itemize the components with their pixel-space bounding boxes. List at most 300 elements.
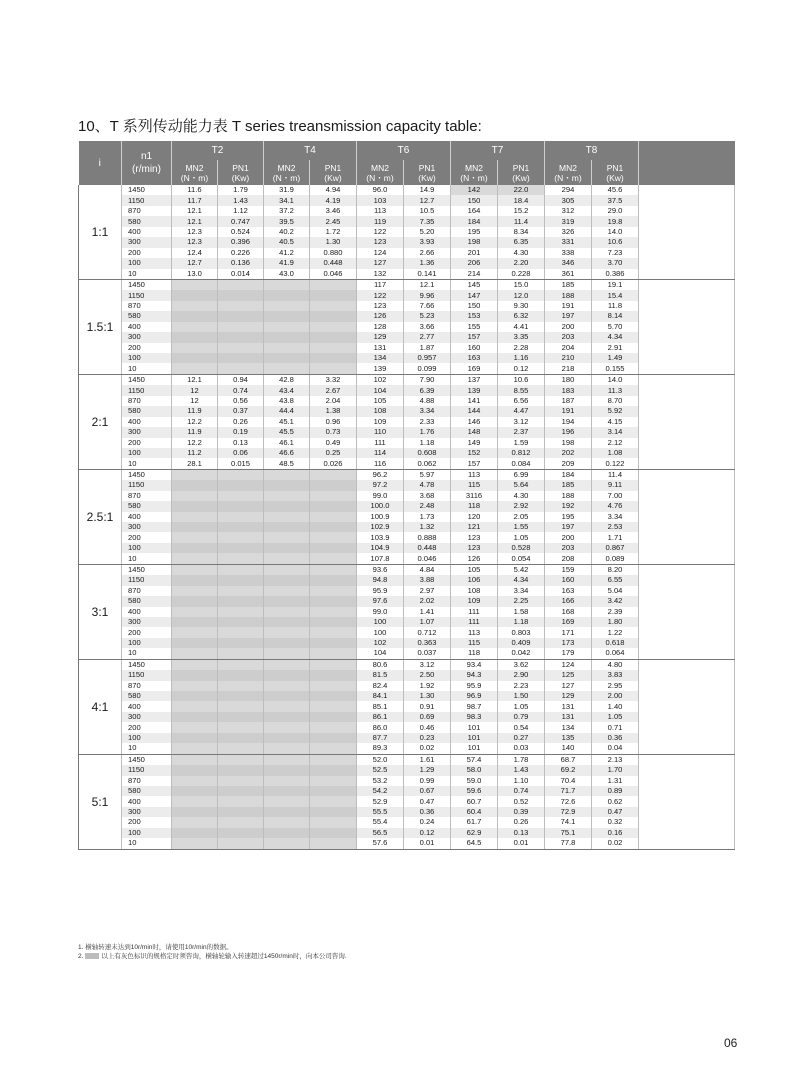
value-cell	[264, 838, 310, 849]
table-row	[79, 638, 735, 648]
speed-cell: 1150	[122, 385, 172, 395]
value-cell: 6.32	[498, 311, 545, 321]
value-cell: 0.01	[404, 838, 451, 849]
table-row	[79, 701, 735, 711]
value-cell	[172, 712, 218, 722]
value-cell: 2.12	[592, 438, 639, 448]
value-cell: 81.5	[357, 670, 404, 680]
value-cell: 131	[545, 701, 592, 711]
value-cell	[310, 491, 357, 501]
header-mn2-label: MN2	[559, 162, 577, 173]
value-cell: 40.5	[264, 237, 310, 247]
value-cell: 3.42	[592, 596, 639, 606]
value-cell	[310, 575, 357, 585]
value-cell: 69.2	[545, 765, 592, 775]
value-cell: 2.33	[404, 417, 451, 427]
value-cell	[218, 617, 264, 627]
speed-cell: 10	[122, 743, 172, 754]
value-cell: 94.8	[357, 575, 404, 585]
value-cell: 103.9	[357, 532, 404, 542]
header-model-t7: T7	[451, 141, 545, 160]
value-cell: 191	[545, 301, 592, 311]
blank-cell	[639, 501, 735, 511]
table-row	[79, 248, 735, 258]
blank-cell	[639, 311, 735, 321]
blank-cell	[639, 733, 735, 743]
value-cell: 43.4	[264, 385, 310, 395]
value-cell: 1.43	[218, 195, 264, 205]
value-cell: 2.13	[592, 754, 639, 765]
value-cell: 2.53	[592, 522, 639, 532]
value-cell: 126	[451, 553, 498, 564]
table-row	[79, 385, 735, 395]
value-cell: 29.0	[592, 206, 639, 216]
value-cell: 105	[451, 564, 498, 575]
blank-cell	[639, 406, 735, 416]
value-cell: 1.07	[404, 617, 451, 627]
value-cell	[310, 343, 357, 353]
value-cell: 134	[545, 722, 592, 732]
blank-cell	[639, 701, 735, 711]
value-cell: 2.66	[404, 248, 451, 258]
table-row	[79, 469, 735, 480]
value-cell: 1.18	[498, 617, 545, 627]
value-cell	[264, 480, 310, 490]
value-cell: 89.3	[357, 743, 404, 754]
speed-cell: 200	[122, 343, 172, 353]
value-cell	[218, 564, 264, 575]
value-cell: 0.409	[498, 638, 545, 648]
value-cell	[218, 817, 264, 827]
value-cell: 129	[357, 332, 404, 342]
value-cell	[264, 469, 310, 480]
value-cell: 2.00	[592, 691, 639, 701]
speed-cell: 400	[122, 417, 172, 427]
value-cell: 45.5	[264, 427, 310, 437]
value-cell: 40.2	[264, 227, 310, 237]
blank-cell	[639, 290, 735, 300]
table-row	[79, 691, 735, 701]
header-n1	[122, 141, 172, 185]
speed-cell: 200	[122, 722, 172, 732]
value-cell: 1.80	[592, 617, 639, 627]
value-cell: 180	[545, 374, 592, 385]
value-cell: 9.30	[498, 301, 545, 311]
blank-cell	[639, 681, 735, 691]
value-cell	[264, 807, 310, 817]
value-cell	[218, 786, 264, 796]
value-cell: 0.32	[592, 817, 639, 827]
value-cell	[218, 332, 264, 342]
value-cell: 0.747	[218, 216, 264, 226]
value-cell: 191	[545, 406, 592, 416]
blank-cell	[639, 648, 735, 659]
header-model-t2: T2	[172, 141, 264, 160]
value-cell	[264, 786, 310, 796]
table-row	[79, 406, 735, 416]
value-cell: 1.73	[404, 512, 451, 522]
value-cell: 2.97	[404, 586, 451, 596]
value-cell: 5.20	[404, 227, 451, 237]
value-cell: 0.04	[592, 743, 639, 754]
blank-cell	[639, 374, 735, 385]
value-cell: 0.155	[592, 363, 639, 374]
value-cell: 12.7	[172, 258, 218, 268]
speed-cell: 1450	[122, 279, 172, 290]
speed-cell: 200	[122, 532, 172, 542]
value-cell: 5.70	[592, 322, 639, 332]
value-cell	[172, 754, 218, 765]
header-pn1-unit: (Kw)	[231, 172, 250, 183]
speed-cell: 400	[122, 512, 172, 522]
value-cell	[218, 701, 264, 711]
blank-cell	[639, 722, 735, 732]
value-cell: 59.6	[451, 786, 498, 796]
footnotes	[78, 943, 347, 961]
value-cell: 338	[545, 248, 592, 258]
value-cell	[310, 796, 357, 806]
value-cell: 4.76	[592, 501, 639, 511]
value-cell: 100	[357, 627, 404, 637]
value-cell	[172, 828, 218, 838]
value-cell: 0.037	[404, 648, 451, 659]
value-cell	[310, 722, 357, 732]
value-cell: 6.99	[498, 469, 545, 480]
value-cell: 4.15	[592, 417, 639, 427]
value-cell: 0.084	[498, 458, 545, 469]
value-cell: 0.014	[218, 269, 264, 280]
value-cell	[218, 553, 264, 564]
value-cell	[218, 796, 264, 806]
blank-cell	[639, 765, 735, 775]
value-cell	[172, 743, 218, 754]
speed-cell: 580	[122, 596, 172, 606]
blank-cell	[639, 195, 735, 205]
value-cell: 111	[357, 438, 404, 448]
value-cell: 68.7	[545, 754, 592, 765]
speed-cell: 300	[122, 522, 172, 532]
value-cell: 122	[357, 290, 404, 300]
value-cell	[264, 575, 310, 585]
blank-cell	[639, 396, 735, 406]
value-cell: 1.05	[498, 532, 545, 542]
value-cell: 0.524	[218, 227, 264, 237]
blank-cell	[639, 353, 735, 363]
value-cell	[310, 553, 357, 564]
value-cell: 141	[451, 396, 498, 406]
value-cell: 99.0	[357, 491, 404, 501]
value-cell: 7.35	[404, 216, 451, 226]
speed-cell: 870	[122, 206, 172, 216]
value-cell: 57.6	[357, 838, 404, 849]
ratio-label: 4:1	[79, 659, 122, 754]
value-cell: 62.9	[451, 828, 498, 838]
value-cell	[172, 838, 218, 849]
value-cell: 127	[357, 258, 404, 268]
value-cell	[172, 796, 218, 806]
value-cell: 0.49	[310, 438, 357, 448]
value-cell	[310, 648, 357, 659]
blank-cell	[639, 564, 735, 575]
blank-cell	[639, 776, 735, 786]
blank-cell	[639, 553, 735, 564]
value-cell: 0.812	[498, 448, 545, 458]
blank-cell	[639, 185, 735, 195]
value-cell: 45.6	[592, 185, 639, 195]
value-cell	[264, 532, 310, 542]
value-cell: 194	[545, 417, 592, 427]
value-cell: 46.1	[264, 438, 310, 448]
header-pn1-label: PN1	[512, 162, 530, 173]
value-cell	[264, 543, 310, 553]
value-cell	[310, 522, 357, 532]
value-cell: 85.1	[357, 701, 404, 711]
value-cell	[218, 491, 264, 501]
value-cell	[264, 343, 310, 353]
blank-cell	[639, 332, 735, 342]
value-cell	[310, 627, 357, 637]
value-cell: 97.2	[357, 480, 404, 490]
header-mn2-label: MN2	[277, 162, 296, 173]
value-cell: 15.0	[498, 279, 545, 290]
blank-cell	[639, 512, 735, 522]
value-cell	[310, 743, 357, 754]
value-cell	[172, 722, 218, 732]
blank-cell	[639, 659, 735, 670]
speed-cell: 580	[122, 786, 172, 796]
value-cell: 0.24	[404, 817, 451, 827]
value-cell: 2.90	[498, 670, 545, 680]
value-cell	[172, 776, 218, 786]
value-cell: 0.528	[498, 543, 545, 553]
header-pn1-t7	[498, 160, 545, 185]
table-row	[79, 627, 735, 637]
value-cell	[172, 701, 218, 711]
speed-cell: 300	[122, 332, 172, 342]
table-row	[79, 733, 735, 743]
value-cell: 137	[451, 374, 498, 385]
value-cell: 188	[545, 491, 592, 501]
value-cell: 196	[545, 427, 592, 437]
value-cell: 0.46	[404, 722, 451, 732]
value-cell: 11.9	[172, 406, 218, 416]
speed-cell: 400	[122, 227, 172, 237]
value-cell: 101	[451, 733, 498, 743]
table-row	[79, 564, 735, 575]
value-cell: 109	[451, 596, 498, 606]
value-cell: 1.10	[498, 776, 545, 786]
value-cell: 0.122	[592, 458, 639, 469]
value-cell: 0.36	[404, 807, 451, 817]
value-cell	[218, 659, 264, 670]
value-cell	[218, 480, 264, 490]
speed-cell: 870	[122, 586, 172, 596]
speed-cell: 200	[122, 627, 172, 637]
table-row	[79, 532, 735, 542]
value-cell: 3.35	[498, 332, 545, 342]
value-cell: 115	[451, 480, 498, 490]
speed-cell: 400	[122, 607, 172, 617]
header-pn1-t2	[218, 160, 264, 185]
value-cell: 0.89	[592, 786, 639, 796]
speed-cell: 580	[122, 691, 172, 701]
value-cell: 202	[545, 448, 592, 458]
value-cell: 0.67	[404, 786, 451, 796]
value-cell: 1.71	[592, 532, 639, 542]
blank-cell	[639, 248, 735, 258]
table-row	[79, 522, 735, 532]
value-cell	[218, 290, 264, 300]
value-cell: 110	[357, 427, 404, 437]
header-pn1-unit: (Kw)	[418, 172, 436, 183]
speed-cell: 1150	[122, 765, 172, 775]
value-cell: 169	[545, 617, 592, 627]
value-cell: 9.96	[404, 290, 451, 300]
value-cell: 11.7	[172, 195, 218, 205]
value-cell: 99.0	[357, 607, 404, 617]
value-cell: 4.34	[498, 575, 545, 585]
value-cell: 3.32	[310, 374, 357, 385]
value-cell: 37.5	[592, 195, 639, 205]
value-cell: 1.40	[592, 701, 639, 711]
value-cell: 0.396	[218, 237, 264, 247]
value-cell: 203	[545, 332, 592, 342]
value-cell: 12.3	[172, 237, 218, 247]
speed-cell: 10	[122, 458, 172, 469]
value-cell: 31.9	[264, 185, 310, 195]
value-cell	[264, 290, 310, 300]
blank-cell	[639, 216, 735, 226]
table-row	[79, 332, 735, 342]
value-cell	[310, 512, 357, 522]
value-cell: 0.13	[218, 438, 264, 448]
blank-cell	[639, 522, 735, 532]
value-cell: 1.16	[498, 353, 545, 363]
value-cell: 1.61	[404, 754, 451, 765]
value-cell: 45.1	[264, 417, 310, 427]
value-cell	[218, 670, 264, 680]
value-cell	[218, 543, 264, 553]
value-cell: 87.7	[357, 733, 404, 743]
value-cell: 0.54	[498, 722, 545, 732]
value-cell: 111	[451, 617, 498, 627]
value-cell: 160	[451, 343, 498, 353]
table-row	[79, 617, 735, 627]
speed-cell: 300	[122, 807, 172, 817]
value-cell	[172, 332, 218, 342]
value-cell: 3.12	[498, 417, 545, 427]
value-cell	[218, 353, 264, 363]
table-row	[79, 501, 735, 511]
value-cell: 210	[545, 353, 592, 363]
value-cell	[310, 480, 357, 490]
value-cell: 111	[451, 607, 498, 617]
value-cell: 74.1	[545, 817, 592, 827]
value-cell	[310, 786, 357, 796]
value-cell: 1.31	[592, 776, 639, 786]
speed-cell: 580	[122, 311, 172, 321]
blank-cell	[639, 491, 735, 501]
value-cell: 98.3	[451, 712, 498, 722]
table-row	[79, 363, 735, 374]
value-cell: 116	[357, 458, 404, 469]
table-row	[79, 438, 735, 448]
value-cell: 18.4	[498, 195, 545, 205]
ratio-label: 1.5:1	[79, 279, 122, 374]
value-cell: 0.03	[498, 743, 545, 754]
value-cell: 0.803	[498, 627, 545, 637]
header-pn1-t4	[310, 160, 357, 185]
value-cell: 113	[451, 469, 498, 480]
value-cell	[172, 469, 218, 480]
speed-cell: 100	[122, 448, 172, 458]
value-cell: 0.25	[310, 448, 357, 458]
value-cell	[310, 543, 357, 553]
value-cell: 0.618	[592, 638, 639, 648]
value-cell	[218, 532, 264, 542]
value-cell	[264, 311, 310, 321]
value-cell: 163	[451, 353, 498, 363]
value-cell: 5.64	[498, 480, 545, 490]
header-model-t6: T6	[357, 141, 451, 160]
speed-cell: 870	[122, 491, 172, 501]
value-cell: 48.5	[264, 458, 310, 469]
value-cell: 326	[545, 227, 592, 237]
value-cell: 152	[451, 448, 498, 458]
value-cell	[310, 301, 357, 311]
value-cell	[218, 681, 264, 691]
value-cell: 0.136	[218, 258, 264, 268]
blank-cell	[639, 448, 735, 458]
value-cell: 0.47	[592, 807, 639, 817]
value-cell	[310, 807, 357, 817]
value-cell: 0.13	[498, 828, 545, 838]
value-cell	[264, 301, 310, 311]
value-cell	[172, 522, 218, 532]
value-cell	[310, 501, 357, 511]
value-cell: 106	[451, 575, 498, 585]
value-cell: 0.73	[310, 427, 357, 437]
value-cell	[218, 638, 264, 648]
value-cell: 188	[545, 290, 592, 300]
value-cell	[172, 596, 218, 606]
value-cell	[310, 838, 357, 849]
value-cell: 101	[451, 743, 498, 754]
value-cell: 60.4	[451, 807, 498, 817]
table-row	[79, 765, 735, 775]
value-cell: 0.054	[498, 553, 545, 564]
value-cell	[264, 712, 310, 722]
value-cell: 43.0	[264, 269, 310, 280]
value-cell: 0.448	[310, 258, 357, 268]
header-mn2-t4	[264, 160, 310, 185]
blank-cell	[639, 343, 735, 353]
value-cell: 11.4	[592, 469, 639, 480]
blank-cell	[639, 363, 735, 374]
value-cell: 179	[545, 648, 592, 659]
value-cell: 52.9	[357, 796, 404, 806]
value-cell: 102	[357, 374, 404, 385]
value-cell	[172, 564, 218, 575]
value-cell: 7.23	[592, 248, 639, 258]
value-cell	[264, 754, 310, 765]
table-row	[79, 817, 735, 827]
value-cell: 52.5	[357, 765, 404, 775]
value-cell: 10.6	[592, 237, 639, 247]
value-cell	[218, 343, 264, 353]
value-cell: 71.7	[545, 786, 592, 796]
value-cell: 1.43	[498, 765, 545, 775]
